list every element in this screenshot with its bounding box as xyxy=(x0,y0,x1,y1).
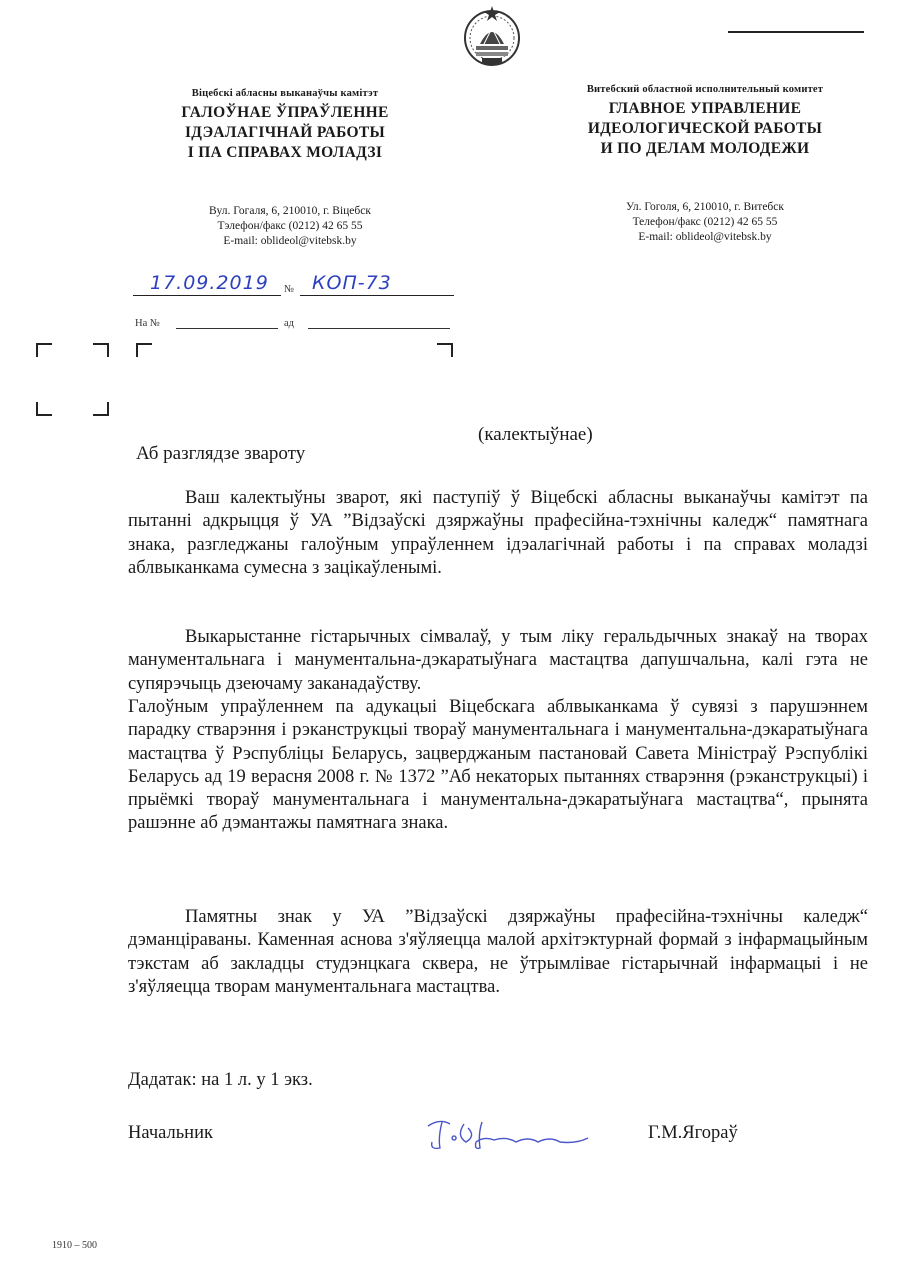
corner-mark xyxy=(136,343,152,357)
email-be: E-mail: oblideol@vitebsk.by xyxy=(223,235,357,247)
reg-number: КОП-73 xyxy=(312,272,392,294)
body-paragraph-1 xyxy=(128,487,868,580)
footer-code: 1910 – 500 xyxy=(52,1240,97,1251)
dept-line-3-ru: И ПО ДЕЛАМ МОЛОДЕЖИ xyxy=(600,140,810,157)
body-paragraph-2 xyxy=(128,626,868,696)
attachment-note: Дадатак: на 1 л. у 1 экз. xyxy=(128,1070,313,1090)
address-ru: Ул. Гоголя, 6, 210010, г. Витебск xyxy=(626,201,784,213)
reply-date-line xyxy=(308,328,450,329)
corner-mark xyxy=(93,402,109,416)
phone-be: Тэлефон/факс (0212) 42 65 55 xyxy=(217,220,363,232)
address-block-ru xyxy=(565,200,845,245)
state-emblem-icon xyxy=(456,0,528,72)
address-block-be xyxy=(160,204,420,249)
dept-line-2-be: ІДЭАЛАГІЧНАЙ РАБОТЫ xyxy=(184,124,386,141)
corner-mark xyxy=(93,343,109,357)
org-name-ru: Витебский областной исполнительный комитет xyxy=(586,84,824,95)
signatory-title: Начальник xyxy=(128,1123,213,1143)
reg-date: 17.09.2019 xyxy=(150,272,269,294)
corner-mark xyxy=(437,343,453,357)
addressee: (калектыўнае) xyxy=(478,424,593,445)
reply-number-line xyxy=(176,328,278,329)
paragraph-text: Выкарыстанне гістарычных сімвалаў, у тым ліку геральдычных знакаў на творах манументальнага і манументальна-дэкаратыўнага мастацтва дапушчальна, калі гэта не супярэчыць дзеючаму заканадаўству. xyxy=(128,627,868,694)
header-left xyxy=(150,88,420,163)
address-be: Вул. Гогаля, 6, 210010, г. Віцебск xyxy=(209,205,371,217)
signature-icon xyxy=(420,1114,595,1154)
header-right xyxy=(555,84,855,159)
body-paragraph-4 xyxy=(128,906,868,999)
org-name-be: Віцебскі абласны выканаўчы камітэт xyxy=(191,88,379,99)
phone-ru: Телефон/факс (0212) 42 65 55 xyxy=(632,216,778,228)
paragraph-text: Галоўным упраўленнем па адукацыі Віцебскага аблвыканкама ў сувязі з парушэннем парадку стварэння і рэканструкцыі твораў манументальнага і манументальна-дэкаратыўнага мастацтва ў Рэспубліцы Беларусь, зацверджаным пастановай Савета Міністраў Рэспублікі Беларусь ад 19 верасня 2008 г. № 1372 ”Аб некаторых пытаннях стварэння (рэканструкцыі) і прыёмкі твораў манументальнага і манументальна-дэкаратыўнага мастацтва“, прынята рашэнне аб дэмантажы памятнага знака. xyxy=(128,697,868,834)
signatory-name: Г.М.Ягораў xyxy=(648,1123,738,1143)
date-underline xyxy=(133,295,281,296)
reply-label: На № xyxy=(135,318,160,329)
subject: Аб разглядзе звароту xyxy=(136,443,306,464)
dept-line-2-ru: ИДЕОЛОГИЧЕСКОЙ РАБОТЫ xyxy=(587,120,823,137)
number-sign: № xyxy=(284,284,295,295)
dept-line-3-be: І ПА СПРАВАХ МОЛАДЗІ xyxy=(187,144,383,161)
from-label: ад xyxy=(284,318,295,329)
email-ru: E-mail: oblideol@vitebsk.by xyxy=(638,231,772,243)
number-underline xyxy=(300,295,454,296)
paragraph-text: Памятны знак у УА ”Відзаўскі дзяржаўны прафесійна-тэхнічны каледж“ дэманціраваны. Каменная аснова з'яўляецца малой архітэктурнай формай з інфармацыйным тэкстам аб закладцы студэнцкага сквера, не ўтрымлівае гістарычнай інфармацыі і не з'яўляецца творам манументальнага мастацтва. xyxy=(128,907,868,997)
dept-line-1-ru: ГЛАВНОЕ УПРАВЛЕНИЕ xyxy=(608,100,802,117)
body-paragraph-3 xyxy=(128,696,868,836)
corner-mark xyxy=(36,402,52,416)
corner-mark xyxy=(36,343,52,357)
paragraph-text: Ваш калектыўны зварот, які паступіў ў Віцебскі абласны выканаўчы камітэт па пытанні адкрыцця ў УА ”Відзаўскі дзяржаўны прафесійна-тэхнічны каледж“ памятнага знака, разгледжаны галоўным упраўленнем ідэалагічнай работы і па справах моладзі аблвыканкама сумесна з зацікаўленымі. xyxy=(128,488,868,578)
dept-line-1-be: ГАЛОЎНАЕ ЎПРАЎЛЕННЕ xyxy=(181,104,389,121)
top-rule xyxy=(728,31,864,33)
